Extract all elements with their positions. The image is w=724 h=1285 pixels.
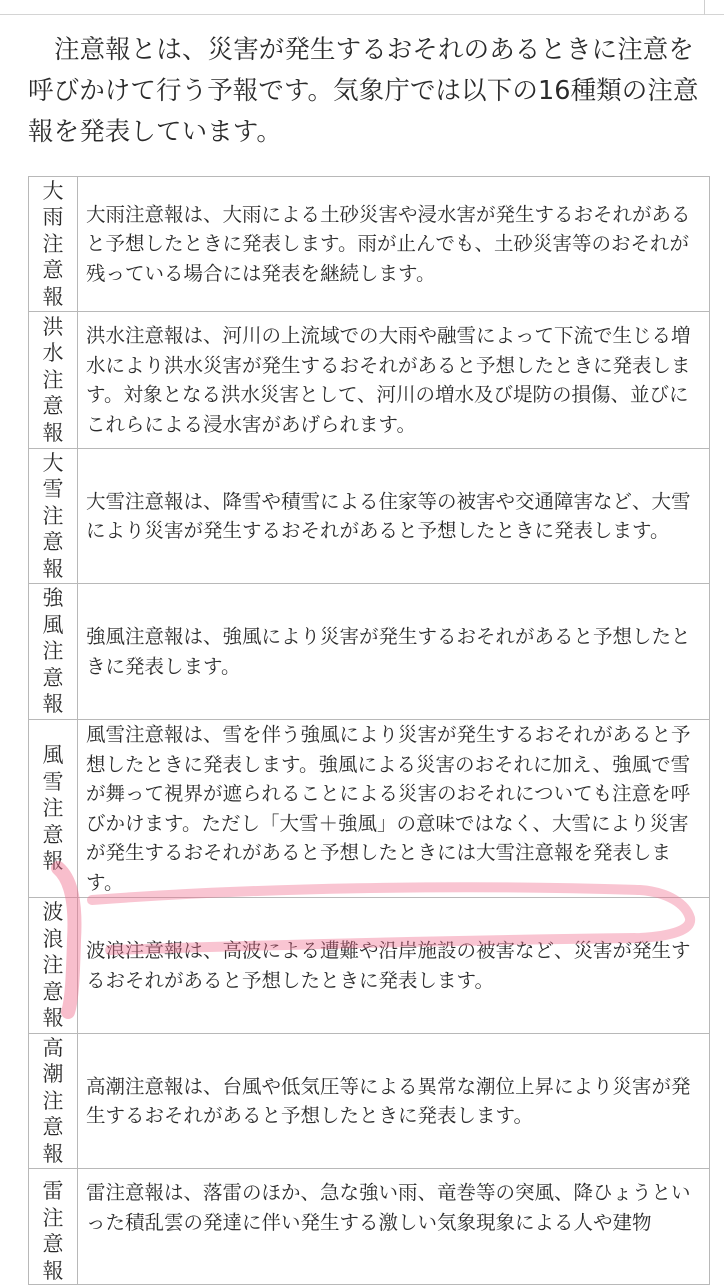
advisory-description: 波浪注意報は、高波による遭難や沿岸施設の被害など、災害が発生するおそれがあると予想したときに発表します。 xyxy=(86,939,691,992)
table-row xyxy=(29,1034,710,1169)
advisory-description: 大雪注意報は、降雪や積雪による住家等の被害や交通障害など、大雪により災害が発生するおそれがあると予想したときに発表します。 xyxy=(86,489,691,542)
table-row xyxy=(29,584,710,720)
table-row xyxy=(29,898,710,1034)
advisory-name-cell xyxy=(29,449,78,584)
advisory-name-cell xyxy=(29,720,78,898)
advisory-name-cell xyxy=(29,312,78,449)
advisory-description: 雷注意報は、落雷のほか、急な強い雨、竜巻等の突風、降ひょうといった積乱雲の発達に伴い発生する激しい気象現象による人や建物 xyxy=(86,1181,691,1234)
table-row xyxy=(29,177,710,312)
advisory-name: 雷注意報 xyxy=(42,1179,64,1283)
advisory-name: 波浪注意報 xyxy=(42,900,64,1031)
advisory-description-cell xyxy=(78,449,710,584)
advisory-description-cell xyxy=(78,720,710,898)
table-row xyxy=(29,1169,710,1285)
advisory-description-cell xyxy=(78,1034,710,1169)
advisory-name: 強風注意報 xyxy=(42,586,64,717)
advisory-description-cell xyxy=(78,177,710,312)
table-row xyxy=(29,720,710,898)
advisory-description: 高潮注意報は、台風や低気圧等による異常な潮位上昇により災害が発生するおそれがあると予想したときに発表します。 xyxy=(86,1074,691,1127)
advisory-description: 風雪注意報は、雪を伴う強風により災害が発生するおそれがあると予想したときに発表します。強風による災害のおそれに加え、強風で雪が舞って視界が遮られることによる災害のおそれについても注意を呼びかけます。ただし「大雪＋強風」の意味ではなく、大雪により災害が発生するおそれがあると予想したときには大雪注意報を発表します。 xyxy=(86,723,691,894)
advisory-name: 大雪注意報 xyxy=(42,450,64,581)
advisory-description: 大雨注意報は、大雨による土砂災害や浸水害が発生するおそれがあると予想したときに発表します。雨が止んでも、土砂災害等のおそれが残っている場合には発表を継続します。 xyxy=(86,202,691,285)
advisory-description-cell xyxy=(78,1169,710,1285)
advisory-name: 洪水注意報 xyxy=(42,314,64,445)
advisory-table xyxy=(28,176,710,1285)
advisory-description-cell xyxy=(78,584,710,720)
advisory-name-cell xyxy=(29,1169,78,1285)
intro-paragraph: 注意報とは、災害が発生するおそれのあるときに注意を呼びかけて行う予報です。気象庁では以下の16種類の注意報を発表しています。 xyxy=(28,35,699,147)
advisory-name: 大雨注意報 xyxy=(42,178,64,309)
advisory-name: 高潮注意報 xyxy=(42,1035,64,1166)
advisory-description: 強風注意報は、強風により災害が発生するおそれがあると予想したときに発表します。 xyxy=(86,625,691,678)
top-divider xyxy=(0,14,724,15)
advisory-description-cell xyxy=(78,898,710,1034)
table-row xyxy=(29,312,710,449)
advisory-description: 洪水注意報は、河川の上流域での大雨や融雪によって下流で生じる増水により洪水災害が発生するおそれがあると予想したときに発表します。対象となる洪水災害として、河川の増水及び堤防の損傷、並びにこれらによる浸水害があげられます。 xyxy=(86,324,691,436)
top-divider-corner xyxy=(704,0,705,15)
advisory-name-cell xyxy=(29,177,78,312)
table-row xyxy=(29,449,710,584)
advisory-name-cell xyxy=(29,584,78,720)
advisory-description-cell xyxy=(78,312,710,449)
advisory-name: 風雪注意報 xyxy=(42,743,64,874)
advisory-name-cell xyxy=(29,898,78,1034)
advisory-name-cell xyxy=(29,1034,78,1169)
